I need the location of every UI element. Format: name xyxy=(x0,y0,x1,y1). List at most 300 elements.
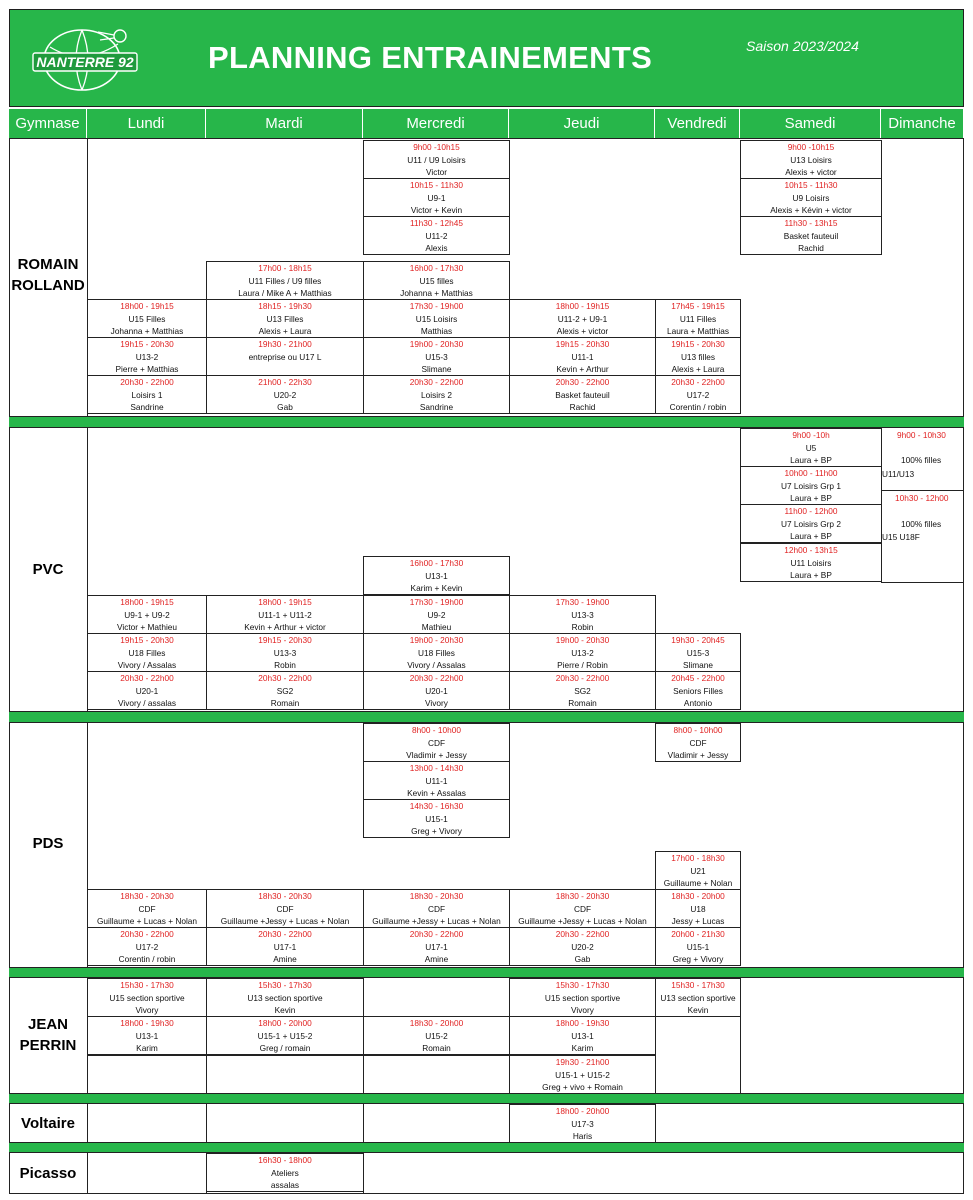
gym-label-voltaire: Voltaire xyxy=(21,1114,75,1132)
slot-time: 18h00 - 19h15 xyxy=(120,597,174,607)
slot-group: U15-1 + U15-2 xyxy=(555,1069,610,1080)
training-slot xyxy=(655,927,741,966)
training-slot xyxy=(740,466,882,505)
training-slot xyxy=(655,337,741,376)
slot-time: 17h30 - 19h00 xyxy=(409,301,464,311)
gym-separator-bar xyxy=(9,1093,964,1104)
slot-coach: Alexis + Laura xyxy=(258,326,312,337)
season-label: Saison 2023/2024 xyxy=(746,38,859,54)
slot-time: 18h30 - 20h30 xyxy=(409,891,464,901)
slot-coach: Guillaume +Jessy + Lucas + Nolan xyxy=(220,916,350,927)
slot-group: CDF xyxy=(689,737,707,748)
training-slot xyxy=(363,178,510,217)
slot-group: U13-1 xyxy=(571,1030,594,1041)
slot-group: U17-2 xyxy=(135,941,159,952)
slot-coach: Victor + Mathieu xyxy=(116,622,178,633)
training-slot xyxy=(87,978,207,1017)
slot-time: 17h30 - 19h00 xyxy=(409,597,464,607)
slot-time: 20h30 - 22h00 xyxy=(120,929,174,939)
slot-group: U17-1 xyxy=(425,941,448,952)
column-header-samedi: Samedi xyxy=(740,109,881,138)
slot-time: 15h30 - 17h30 xyxy=(120,980,174,990)
pvc-sunday-box xyxy=(881,428,964,583)
training-slot xyxy=(363,556,510,595)
training-slot xyxy=(509,375,656,414)
slot-coach: Vivory / Assalas xyxy=(407,660,466,671)
training-slot xyxy=(87,1016,207,1055)
gym-separator-bar xyxy=(9,416,964,428)
training-slot xyxy=(509,889,656,928)
training-slot xyxy=(655,375,741,414)
slot-coach: Amine xyxy=(424,954,449,965)
slot-coach: Victor xyxy=(425,167,448,178)
training-slot xyxy=(363,216,510,255)
slot-group: U15-1 + U15-2 xyxy=(257,1030,313,1041)
slot-time: 20h30 - 22h00 xyxy=(555,377,610,387)
slot-time: 18h30 - 20h30 xyxy=(120,891,174,901)
pvc-sunday-group-1: 100% filles xyxy=(901,455,942,465)
slot-time: 20h00 - 21h30 xyxy=(671,929,725,939)
slot-group: Loisirs 2 xyxy=(421,389,452,400)
slot-coach: Laura + BP xyxy=(790,455,832,466)
training-slot xyxy=(655,723,741,762)
slot-time: 20h30 - 22h00 xyxy=(409,673,464,683)
slot-time: 19h15 - 20h30 xyxy=(555,339,610,349)
slot-time: 18h00 - 19h15 xyxy=(120,301,174,311)
slot-time: 9h00 -10h15 xyxy=(787,142,835,152)
slot-coach: Gab xyxy=(277,402,293,413)
training-slot xyxy=(740,543,882,582)
training-slot xyxy=(87,375,207,414)
slot-group: CDF xyxy=(427,903,446,914)
slot-coach: Vivory xyxy=(425,698,448,709)
column-header-dimanche: Dimanche xyxy=(881,109,964,138)
slot-coach: Kevin + Arthur xyxy=(556,364,609,375)
training-slot xyxy=(363,337,510,376)
training-slot xyxy=(206,1153,364,1192)
training-slot xyxy=(87,595,207,634)
slot-time: 16h00 - 17h30 xyxy=(409,263,464,273)
slot-time: 15h30 - 17h30 xyxy=(671,980,725,990)
training-slot xyxy=(363,1016,510,1055)
slot-time: 19h15 - 20h30 xyxy=(120,339,174,349)
slot-group: U9 Loisirs xyxy=(792,192,830,203)
grid-vertical-rule xyxy=(87,1104,88,1142)
slot-group: U17-3 xyxy=(571,1118,594,1129)
slot-time: 16h00 - 17h30 xyxy=(409,558,464,568)
training-slot xyxy=(740,140,882,179)
grid-vertical-rule xyxy=(963,723,964,967)
slot-time: 19h15 - 20h30 xyxy=(671,339,725,349)
slot-group: U11 Filles / U9 filles xyxy=(248,275,322,286)
training-slot xyxy=(87,927,207,966)
slot-coach: Corentin / robin xyxy=(118,954,176,965)
slot-time: 20h30 - 22h00 xyxy=(258,673,312,683)
slot-group: U9-1 + U9-2 xyxy=(124,609,170,620)
training-slot xyxy=(206,595,364,634)
slot-group: U5 xyxy=(805,442,817,453)
slot-coach: Vladimir + Jessy xyxy=(406,750,467,761)
slot-group: U20-2 xyxy=(273,389,297,400)
slot-time: 15h30 - 17h30 xyxy=(555,980,610,990)
training-slot xyxy=(509,927,656,966)
training-slot xyxy=(87,671,207,710)
slot-time: 14h30 - 16h30 xyxy=(409,801,464,811)
slot-time: 18h30 - 20h30 xyxy=(555,891,610,901)
slot-coach: Pierre / Robin xyxy=(557,660,608,671)
slot-time: 8h00 - 10h00 xyxy=(412,725,461,735)
slot-coach: Sandrine xyxy=(419,402,454,413)
training-slot xyxy=(509,978,656,1017)
training-slot xyxy=(363,375,510,414)
training-slot xyxy=(206,261,364,300)
gym-separator-bar xyxy=(9,967,964,978)
slot-group: Seniors Filles xyxy=(673,685,723,696)
slot-time: 15h30 - 17h30 xyxy=(258,980,312,990)
training-slot xyxy=(363,299,510,338)
training-slot xyxy=(363,671,510,710)
slot-coach: Alexis + victor xyxy=(785,167,837,178)
training-slot xyxy=(740,428,882,467)
slot-group: U17-1 xyxy=(273,941,297,952)
training-slot xyxy=(206,633,364,672)
training-slot xyxy=(363,633,510,672)
slot-coach: Rachid xyxy=(569,402,596,413)
slot-coach: assalas xyxy=(270,1180,300,1191)
slot-coach: Amine xyxy=(273,954,297,965)
training-slot xyxy=(363,261,510,300)
training-slot xyxy=(206,671,364,710)
slot-time: 17h30 - 19h00 xyxy=(555,597,610,607)
gym-label-pds: PDS xyxy=(32,834,64,852)
slot-time: 20h30 - 22h00 xyxy=(120,673,174,683)
slot-time: 18h00 - 20h00 xyxy=(258,1018,312,1028)
gym-separator-bar xyxy=(9,711,964,723)
slot-group: Loisirs 1 xyxy=(131,389,163,400)
slot-time: 13h00 - 14h30 xyxy=(409,763,464,773)
training-slot xyxy=(363,761,510,800)
slot-coach: Slimane xyxy=(683,660,713,671)
slot-group: U18 xyxy=(690,903,706,914)
slot-time: 20h30 - 22h00 xyxy=(555,929,610,939)
slot-group: U15-3 xyxy=(425,351,448,362)
slot-group: entreprise ou U17 L xyxy=(248,351,322,362)
slot-time: 18h30 - 20h30 xyxy=(258,891,312,901)
training-slot xyxy=(87,889,207,928)
gym-label-pvc: PVC xyxy=(32,560,64,578)
slot-group: U15-1 xyxy=(686,941,710,952)
slot-time: 21h00 - 22h30 xyxy=(258,377,312,387)
slot-group: CDF xyxy=(138,903,156,914)
gym-label-picasso: Picasso xyxy=(19,1164,77,1182)
slot-group: U13-3 xyxy=(273,647,297,658)
slot-group: U11 Loisirs xyxy=(790,557,832,568)
training-slot xyxy=(509,633,656,672)
training-slot xyxy=(206,927,364,966)
slot-coach: Gab xyxy=(574,954,591,965)
header-bottom-rule xyxy=(9,138,964,139)
slot-coach: Vivory / assalas xyxy=(118,698,176,709)
slot-time: 9h00 -10h15 xyxy=(413,142,460,152)
slot-coach: Alexis xyxy=(425,243,448,254)
slot-coach: Kevin xyxy=(687,1005,709,1016)
training-slot xyxy=(509,671,656,710)
training-slot xyxy=(509,595,656,634)
slot-group: U20-1 xyxy=(425,685,448,696)
slot-time: 16h30 - 18h00 xyxy=(258,1155,312,1165)
training-slot xyxy=(87,337,207,376)
slot-coach: Greg + Vivory xyxy=(672,954,724,965)
slot-coach: Karim + Kevin xyxy=(410,583,463,594)
slot-coach: Victor + Kevin xyxy=(410,205,463,216)
training-slot xyxy=(206,1016,364,1055)
slot-group: U13-3 xyxy=(571,609,594,620)
slot-time: 20h30 - 22h00 xyxy=(671,377,725,387)
slot-coach: Kevin xyxy=(274,1005,296,1016)
page-title: PLANNING ENTRAINEMENTS xyxy=(208,40,653,75)
slot-time: 18h00 - 19h30 xyxy=(120,1018,174,1028)
slot-coach: Kevin + Arthur + victor xyxy=(244,622,326,633)
slot-group: U13 section sportive xyxy=(247,992,323,1003)
column-header-lundi: Lundi xyxy=(87,109,206,138)
pvc-sunday-time-2: 10h30 - 12h00 xyxy=(895,493,949,503)
slot-group: U11-2 + U9-1 xyxy=(557,313,608,324)
slot-time: 18h30 - 20h00 xyxy=(409,1018,464,1028)
slot-group: U13-1 xyxy=(425,570,448,581)
slot-coach: Vivory xyxy=(135,1005,159,1016)
slot-coach: Laura + BP xyxy=(790,570,832,581)
slot-time: 17h45 - 19h15 xyxy=(671,301,725,311)
pvc-sunday-group-2: 100% filles xyxy=(901,519,942,529)
slot-group: U9-2 xyxy=(427,609,446,620)
slot-time: 19h00 - 20h30 xyxy=(409,635,464,645)
slot-group: CDF xyxy=(573,903,592,914)
slot-coach: Romain xyxy=(270,698,300,709)
nanterre-92-logo xyxy=(30,22,140,94)
training-slot xyxy=(363,889,510,928)
training-slot xyxy=(206,889,364,928)
slot-time: 19h00 - 20h30 xyxy=(555,635,610,645)
slot-time: 19h15 - 20h30 xyxy=(258,635,312,645)
slot-group: U13 section sportive xyxy=(660,992,736,1003)
training-slot xyxy=(87,633,207,672)
slot-group: SG2 xyxy=(574,685,591,696)
training-slot xyxy=(655,299,741,338)
slot-group: U15 Filles xyxy=(128,313,166,324)
slot-coach: Laura + BP xyxy=(790,493,832,504)
slot-time: 20h30 - 22h00 xyxy=(555,673,610,683)
slot-coach: Laura + BP xyxy=(790,531,832,542)
svg-text:NANTERRE 92: NANTERRE 92 xyxy=(36,54,134,70)
training-slot xyxy=(740,504,882,543)
slot-time: 11h30 - 13h15 xyxy=(784,218,838,228)
slot-coach: Corentin / robin xyxy=(669,402,727,413)
pvc-sunday-note-1: U11/U13 xyxy=(882,469,915,479)
slot-coach: Guillaume + Nolan xyxy=(663,878,733,889)
slot-group: U9-1 xyxy=(427,192,446,203)
slot-time: 17h00 - 18h30 xyxy=(671,853,725,863)
training-slot xyxy=(206,299,364,338)
training-slot xyxy=(655,889,741,928)
grid-bottom-rule xyxy=(9,1193,964,1194)
column-header-mercredi: Mercredi xyxy=(363,109,509,138)
slot-group: U18 Filles xyxy=(418,647,455,658)
slot-group: U13-2 xyxy=(571,647,594,658)
slot-time: 20h30 - 22h00 xyxy=(409,929,464,939)
slot-group: U13-2 xyxy=(135,351,159,362)
pvc-sunday-note-2: U15 U18F xyxy=(882,532,920,542)
training-slot xyxy=(363,140,510,179)
grid-vertical-rule xyxy=(963,1104,964,1142)
slot-group: U11-2 xyxy=(425,230,448,241)
pvc-sunday-divider xyxy=(881,490,964,491)
slot-coach: Rachid xyxy=(798,243,824,254)
slot-coach: Kevin + Assalas xyxy=(407,788,466,799)
slot-coach: Vladimir + Jessy xyxy=(667,750,729,761)
slot-coach: Robin xyxy=(571,622,594,633)
training-slot xyxy=(655,851,741,890)
slot-coach: Karim xyxy=(571,1043,594,1054)
grid-vertical-rule xyxy=(963,1153,964,1193)
slot-time: 10h15 - 11h30 xyxy=(784,180,838,190)
slot-coach: Jessy + Lucas xyxy=(671,916,725,927)
slot-time: 11h00 - 12h00 xyxy=(784,506,838,516)
slot-time: 10h15 - 11h30 xyxy=(410,180,463,190)
slot-coach: Johanna + Matthias xyxy=(110,326,184,337)
training-slot xyxy=(206,978,364,1017)
slot-group: U13-1 xyxy=(135,1030,159,1041)
slot-coach: Antonio xyxy=(683,698,713,709)
slot-group: Basket fauteuil xyxy=(555,389,610,400)
slot-time: 20h30 - 22h00 xyxy=(409,377,464,387)
slot-coach: Mathieu xyxy=(421,622,452,633)
training-slot xyxy=(509,299,656,338)
slot-coach: Alexis + Kévin + victor xyxy=(770,205,852,216)
slot-coach: Alexis + victor xyxy=(556,326,609,337)
grid-vertical-rule xyxy=(963,978,964,1093)
slot-time: 11h30 - 12h45 xyxy=(410,218,463,228)
slot-time: 19h30 - 21h00 xyxy=(555,1057,610,1067)
training-slot xyxy=(655,633,741,672)
column-header-jeudi: Jeudi xyxy=(509,109,655,138)
slot-group: U20-2 xyxy=(571,941,594,952)
slot-group: U15-2 xyxy=(425,1030,448,1041)
slot-time: 19h30 - 20h45 xyxy=(671,635,725,645)
slot-group: U15 Loisirs xyxy=(415,313,458,324)
slot-coach: Romain xyxy=(568,698,597,709)
slot-coach: Pierre + Matthias xyxy=(115,364,179,375)
training-slot xyxy=(509,1016,656,1055)
slot-coach: Greg / romain xyxy=(259,1043,311,1054)
slot-time: 12h00 - 13h15 xyxy=(784,545,838,555)
training-slot xyxy=(363,799,510,838)
slot-group: CDF xyxy=(276,903,294,914)
slot-group: U18 Filles xyxy=(128,647,166,658)
slot-time: 9h00 -10h xyxy=(792,430,830,440)
slot-group: U13 Loisirs xyxy=(790,154,832,165)
column-header-mardi: Mardi xyxy=(206,109,363,138)
slot-group: U15 section sportive xyxy=(109,992,185,1003)
slot-group: U15-1 xyxy=(425,813,448,824)
slot-group: U7 Loisirs Grp 1 xyxy=(781,480,841,491)
slot-coach: Guillaume + Lucas + Nolan xyxy=(96,916,198,927)
training-slot xyxy=(655,978,741,1017)
slot-time: 18h00 - 19h30 xyxy=(555,1018,610,1028)
slot-time: 18h00 - 19h15 xyxy=(258,597,312,607)
slot-group: Ateliers xyxy=(271,1167,299,1178)
slot-time: 20h45 - 22h00 xyxy=(671,673,725,683)
slot-coach: Sandrine xyxy=(130,402,164,413)
column-header-gym: Gymnase xyxy=(9,109,87,138)
slot-coach: Vivory xyxy=(571,1005,594,1016)
training-slot xyxy=(509,1104,656,1143)
training-slot xyxy=(363,927,510,966)
slot-group: U11-1 xyxy=(571,351,594,362)
slot-coach: Haris xyxy=(572,1131,593,1142)
slot-time: 19h30 - 21h00 xyxy=(258,339,312,349)
slot-group: U11 / U9 Loisirs xyxy=(407,154,466,165)
training-slot xyxy=(363,595,510,634)
gym-label-romain-rolland: ROMAIN ROLLAND xyxy=(11,256,85,294)
slot-group: U11-1 + U11-2 xyxy=(258,609,312,620)
slot-group: SG2 xyxy=(276,685,294,696)
column-header-vendredi: Vendredi xyxy=(655,109,740,138)
training-slot xyxy=(206,337,364,376)
grid-vertical-rule xyxy=(87,1153,88,1193)
slot-time: 18h30 - 20h00 xyxy=(671,891,725,901)
slot-coach: Karim xyxy=(136,1043,158,1054)
slot-group: U13 filles xyxy=(680,351,716,362)
slot-group: U20-1 xyxy=(135,685,159,696)
slot-coach: Greg + vivo + Romain xyxy=(542,1082,623,1093)
training-slot xyxy=(509,337,656,376)
grid-vertical-rule xyxy=(206,1104,207,1142)
slot-group: Basket fauteuil xyxy=(783,230,839,241)
training-slot xyxy=(363,723,510,762)
slot-group: U13 Filles xyxy=(266,313,304,324)
slot-group: U15-3 xyxy=(686,647,710,658)
grid-vertical-rule xyxy=(963,139,964,416)
slot-group: U11-1 xyxy=(425,775,448,786)
slot-coach: Alexis + Laura xyxy=(671,364,725,375)
slot-group: U7 Loisirs Grp 2 xyxy=(781,518,841,529)
training-slot xyxy=(87,299,207,338)
slot-group: U11 Filles xyxy=(679,313,717,324)
slot-coach: Laura / Mike A + Matthias xyxy=(238,288,332,299)
slot-group: U21 xyxy=(690,865,706,876)
training-slot xyxy=(655,671,741,710)
slot-group: CDF xyxy=(427,737,446,748)
slot-group: U15 section sportive xyxy=(544,992,621,1003)
pvc-sunday-time-1: 9h00 - 10h30 xyxy=(897,430,946,440)
slot-time: 20h30 - 22h00 xyxy=(258,929,312,939)
slot-time: 8h00 - 10h00 xyxy=(673,725,723,735)
grid-vertical-rule xyxy=(363,1104,364,1142)
slot-coach: Slimane xyxy=(421,364,452,375)
slot-time: 19h15 - 20h30 xyxy=(120,635,174,645)
slot-coach: Matthias xyxy=(420,326,453,337)
slot-coach: Guillaume +Jessy + Lucas + Nolan xyxy=(372,916,501,927)
slot-coach: Laura + Matthias xyxy=(666,326,730,337)
slot-time: 10h00 - 11h00 xyxy=(784,468,838,478)
slot-group: U15 filles xyxy=(419,275,454,286)
slot-coach: Romain xyxy=(422,1043,451,1054)
training-slot xyxy=(206,375,364,414)
slot-group: U17-2 xyxy=(686,389,710,400)
gym-separator-bar xyxy=(9,1142,964,1153)
slot-coach: Vivory / Assalas xyxy=(117,660,177,671)
slot-time: 18h00 - 19h15 xyxy=(555,301,610,311)
